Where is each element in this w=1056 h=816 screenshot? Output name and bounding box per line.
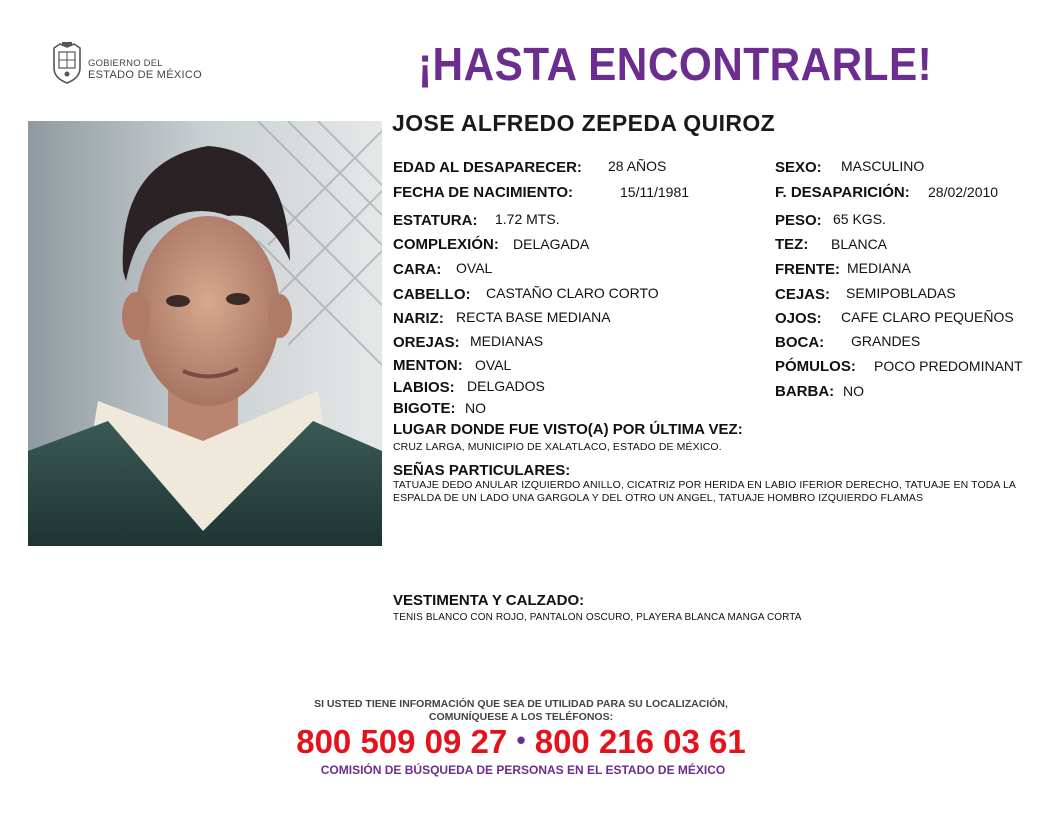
- value-menton: OVAL: [475, 357, 512, 373]
- label-peso: PESO:: [775, 212, 822, 229]
- phone-1[interactable]: 800 509 09 27: [296, 723, 508, 760]
- value-estatura: 1.72 MTS.: [495, 211, 560, 227]
- label-edad: EDAD AL DESAPARECER:: [393, 159, 582, 176]
- value-orejas: MEDIANAS: [470, 333, 544, 349]
- value-labios: DELGADOS: [467, 378, 545, 394]
- value-ojos: CAFE CLARO PEQUEÑOS: [841, 309, 1014, 325]
- government-logo: [50, 42, 210, 86]
- label-pomulos: PÓMULOS:: [775, 358, 856, 375]
- value-sexo: MASCULINO: [841, 158, 925, 174]
- person-photo: [28, 121, 382, 546]
- value-nariz: RECTA BASE MEDIANA: [456, 309, 611, 325]
- value-tez: BLANCA: [831, 236, 888, 252]
- footer-info-line2: COMUNÍQUESE A LOS TELÉFONOS:: [428, 711, 614, 723]
- label-fecha-nacimiento: FECHA DE NACIMIENTO:: [393, 184, 573, 201]
- label-nariz: NARIZ:: [393, 310, 444, 327]
- label-complexion: COMPLEXIÓN:: [393, 236, 499, 253]
- clothing-value: TENIS BLANCO CON ROJO, PANTALON OSCURO, PLAYERA BLANCA MANGA CORTA: [393, 612, 802, 623]
- value-f-desaparicion: 28/02/2010: [928, 184, 999, 200]
- value-fecha-nacimiento: 15/11/1981: [620, 184, 690, 200]
- value-boca: GRANDES: [851, 333, 921, 349]
- label-tez: TEZ:: [775, 236, 809, 253]
- label-cabello: CABELLO:: [393, 286, 471, 303]
- commission-name: COMISIÓN DE BÚSQUEDA DE PERSONAS EN EL ESTADO DE MÉXICO: [320, 763, 726, 777]
- label-orejas: OREJAS:: [393, 334, 460, 351]
- phone-separator: •: [516, 725, 526, 755]
- label-estatura: ESTATURA:: [393, 212, 478, 229]
- value-complexion: DELAGADA: [513, 236, 590, 252]
- phone-2[interactable]: 800 216 03 61: [534, 723, 746, 760]
- value-bigote: NO: [465, 400, 486, 416]
- label-boca: BOCA:: [775, 334, 825, 351]
- last-seen-label: LUGAR DONDE FUE VISTO(A) POR ÚLTIMA VEZ:: [393, 421, 743, 438]
- value-peso: 65 KGS.: [833, 211, 886, 227]
- marks-line1: TATUAJE DEDO ANULAR IZQUIERDO ANILLO, CICATRIZ POR HERIDA EN LABIO IFERIOR DERECHO, TATUAJE EN TODA LA: [393, 479, 1017, 491]
- value-edad: 28 AÑOS: [608, 158, 667, 174]
- value-frente: MEDIANA: [847, 260, 911, 276]
- clothing-label: VESTIMENTA Y CALZADO:: [393, 592, 585, 609]
- label-sexo: SEXO:: [775, 159, 822, 176]
- label-bigote: BIGOTE:: [393, 400, 456, 417]
- label-frente: FRENTE:: [775, 261, 840, 278]
- label-labios: LABIOS:: [393, 379, 455, 396]
- value-cara: OVAL: [456, 260, 493, 276]
- headline: ¡HASTA ENCONTRARLE!: [418, 38, 933, 90]
- label-barba: BARBA:: [775, 383, 835, 400]
- value-cejas: SEMIPOBLADAS: [846, 285, 956, 301]
- person-name: JOSE ALFREDO ZEPEDA QUIROZ: [392, 110, 776, 136]
- label-cejas: CEJAS:: [775, 286, 831, 303]
- marks-label: SEÑAS PARTICULARES:: [393, 462, 571, 479]
- value-barba: NO: [843, 383, 864, 399]
- logo-text-line2: ESTADO DE MÉXICO: [88, 69, 202, 81]
- coat-of-arms-icon: [50, 42, 84, 84]
- last-seen-value: CRUZ LARGA, MUNICIPIO DE XALATLACO, ESTADO DE MÉXICO.: [393, 441, 722, 453]
- logo-text-line1: GOBIERNO DEL: [88, 58, 163, 69]
- label-menton: MENTON:: [393, 357, 463, 374]
- phone-numbers: [0, 723, 1049, 761]
- label-ojos: OJOS:: [775, 310, 822, 327]
- value-pomulos: POCO PREDOMINANT: [874, 358, 1023, 374]
- marks-line2: ESPALDA DE UN LADO UNA GARGOLA Y DEL OTRO UN ANGEL, TATUAJE HOMBRO IZQUIERDO FLAMAS: [393, 492, 924, 504]
- label-f-desaparicion: F. DESAPARICIÓN:: [775, 184, 910, 201]
- label-cara: CARA:: [393, 261, 442, 278]
- footer-info-line1: SI USTED TIENE INFORMACIÓN QUE SEA DE UTILIDAD PARA SU LOCALIZACIÓN,: [314, 698, 728, 710]
- value-cabello: CASTAÑO CLARO CORTO: [486, 285, 659, 301]
